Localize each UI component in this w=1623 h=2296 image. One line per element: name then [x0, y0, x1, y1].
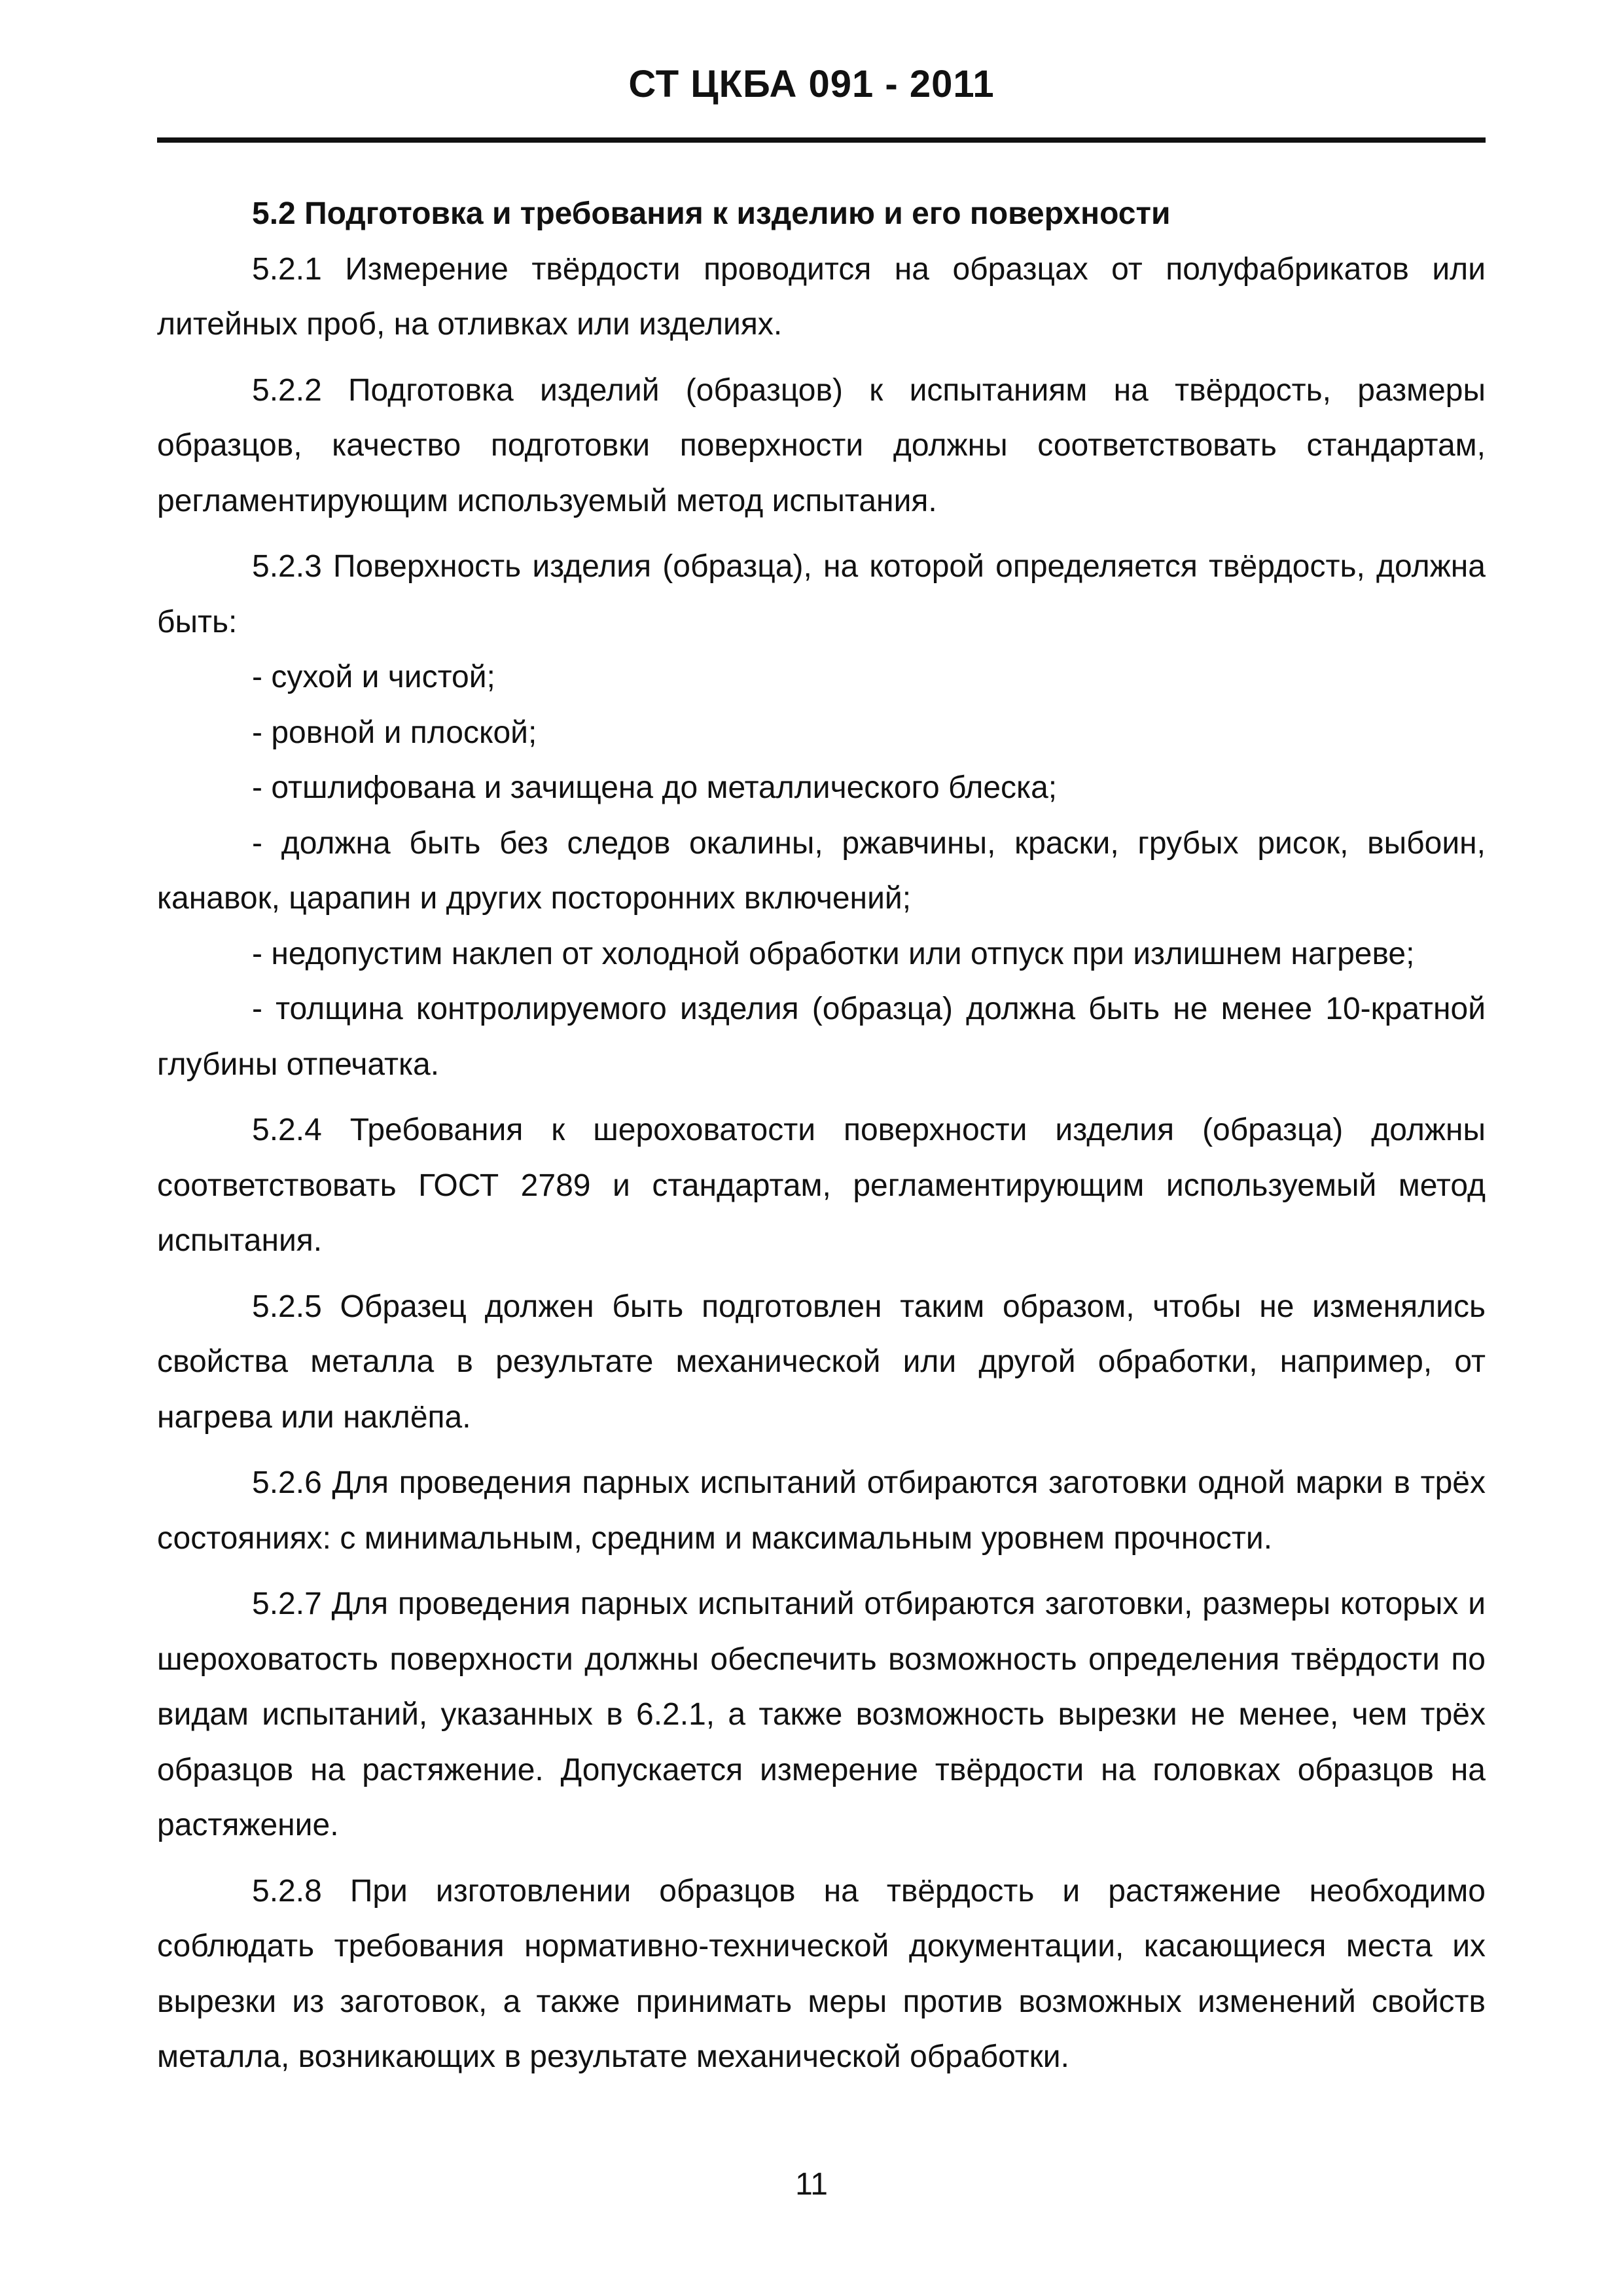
list-item: - отшлифована и зачищена до металлического блеска;	[252, 770, 1058, 805]
header-rule	[157, 137, 1486, 143]
list-item: - толщина контролируемого изделия (образца) должна быть не менее 10-кратной глубины отпечатка.	[157, 992, 1486, 1082]
paragraph-5-2-5: 5.2.5 Образец должен быть подготовлен таким образом, чтобы не изменялись свойства металла в результате механической или другой обработки, например, от нагрева или наклёпа.	[157, 1289, 1486, 1435]
page-body	[157, 187, 1486, 2085]
page-number: 11	[795, 2167, 828, 2202]
section-title: 5.2 Подготовка и требования к изделию и его поверхности	[252, 196, 1171, 231]
paragraph-5-2-1: 5.2.1 Измерение твёрдости проводится на образцах от полуфабрикатов или литейных проб, на отливках или изделиях.	[157, 251, 1486, 342]
document-code-header: СТ ЦКБА 091 - 2011	[628, 63, 995, 105]
paragraph-5-2-6: 5.2.6 Для проведения парных испытаний отбираются заготовки одной марки в трёх состояниях: с минимальным, средним и максимальным уровнем прочности.	[157, 1465, 1486, 1556]
paragraph-5-2-3: 5.2.3 Поверхность изделия (образца), на которой определяется твёрдость, должна быть:	[157, 549, 1486, 639]
paragraph-5-2-8: 5.2.8 При изготовлении образцов на твёрдость и растяжение необходимо соблюдать требования нормативно-технической документации, касающиеся места их вырезки из заготовок, а также принимать меры против возможных изменений свойств металла, возникающих в результате механической обработки.	[157, 1873, 1486, 2074]
paragraph-5-2-7: 5.2.7 Для проведения парных испытаний отбираются заготовки, размеры которых и шероховатость поверхности должны обеспечить возможность определения твёрдости по видам испытаний, указанных в 6.2.1, а также возможность вырезки не менее, чем трёх образцов на растяжение. Допускается измерение твёрдости на головках образцов на растяжение.	[157, 1587, 1486, 1842]
list-item: - ровной и плоской;	[252, 715, 537, 750]
list-item: - должна быть без следов окалины, ржавчины, краски, грубых рисок, выбоин, канавок, царапин и других посторонних включений;	[157, 825, 1486, 916]
paragraph-5-2-4: 5.2.4 Требования к шероховатости поверхности изделия (образца) должны соответствовать ГОСТ 2789 и стандартам, регламентирующим используемый метод испытания.	[157, 1113, 1486, 1258]
list-item: - недопустим наклеп от холодной обработки или отпуск при излишнем нагреве;	[252, 936, 1415, 971]
paragraph-5-2-2: 5.2.2 Подготовка изделий (образцов) к испытаниям на твёрдость, размеры образцов, качество подготовки поверхности должны соответствовать стандартам, регламентирующим используемый метод испытания.	[157, 372, 1486, 518]
list-item: - сухой и чистой;	[252, 660, 495, 694]
